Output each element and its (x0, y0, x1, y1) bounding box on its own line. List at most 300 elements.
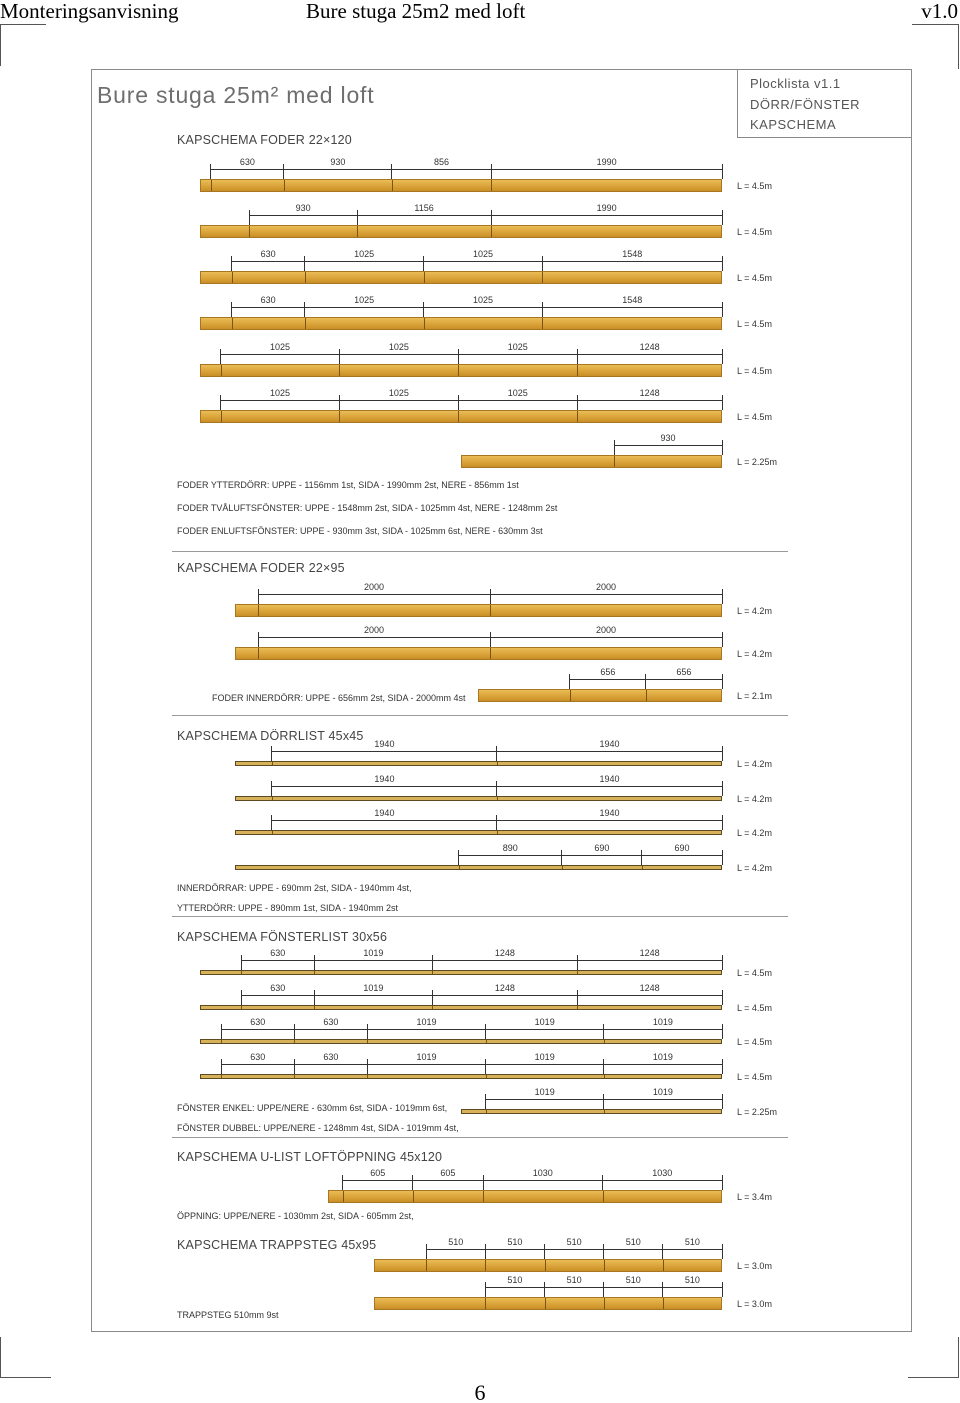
dimension-tick (577, 955, 578, 970)
dimension-tick (231, 256, 232, 271)
dimension-tick (722, 164, 723, 179)
board-joint (663, 1298, 664, 1309)
board-joint (490, 605, 491, 616)
dimension-tick (722, 632, 723, 647)
board-joint (221, 1075, 222, 1078)
board-length-label: L = 4.5m (737, 272, 772, 283)
dimension-tick (412, 1175, 413, 1190)
dimension-label: 930 (330, 157, 346, 167)
dimension-tick (483, 1175, 484, 1190)
dimension-label: 630 (323, 1052, 339, 1062)
board-joint (314, 1006, 315, 1009)
board-joint (221, 1040, 222, 1043)
dimension-label: 1990 (596, 157, 617, 167)
cut-note: INNERDÖRRAR: UPPE - 690mm 2st, SIDA - 1940mm 4st, (177, 883, 412, 893)
board-length-label: L = 4.5m (737, 1071, 772, 1082)
board (200, 1074, 722, 1079)
dimension-label: 1248 (639, 388, 660, 398)
section-heading: KAPSCHEMA FÖNSTERLIST 30x56 (177, 930, 388, 944)
dimension-tick (249, 210, 250, 225)
dimension-label: 2000 (595, 582, 617, 592)
dimension-tick (722, 1175, 723, 1190)
section-heading: KAPSCHEMA DÖRRLIST 45x45 (177, 729, 364, 743)
board-joint (339, 365, 340, 376)
dimension-label: 1940 (374, 739, 395, 749)
board-length-label: L = 4.5m (737, 967, 772, 978)
dimension-label: 630 (260, 249, 276, 259)
dimension-tick (491, 164, 492, 179)
board-joint (272, 797, 273, 800)
board-length-label: L = 4.5m (737, 180, 772, 191)
section-heading: KAPSCHEMA TRAPPSTEG 45x95 (177, 1238, 377, 1252)
dimension-tick (722, 349, 723, 364)
dimension-tick (722, 1024, 723, 1039)
dimension-label: 510 (684, 1275, 700, 1285)
dimension-line (249, 215, 722, 216)
dimension-tick (603, 1244, 604, 1259)
dimension-label: 930 (660, 433, 676, 443)
dimension-tick (722, 1282, 723, 1297)
dimension-tick (577, 349, 578, 364)
dimension-tick (241, 990, 242, 1005)
section-heading: KAPSCHEMA U-LIST LOFTÖPPNING 45x120 (177, 1150, 443, 1164)
dimension-line (221, 1029, 722, 1030)
dimension-tick (304, 256, 305, 271)
board-joint (486, 1110, 487, 1113)
board-length-label: L = 4.2m (737, 758, 772, 769)
section-divider (172, 715, 788, 716)
dimension-tick (603, 1094, 604, 1109)
dimension-label: 2000 (363, 625, 385, 635)
header-document-type: Monteringsanvisning (0, 0, 179, 23)
board-length-label: L = 4.2m (737, 648, 772, 659)
dimension-tick (458, 395, 459, 410)
dimension-tick (339, 395, 340, 410)
dimension-label: 1940 (599, 739, 620, 749)
dimension-label: 1019 (534, 1017, 555, 1027)
board-length-label: L = 3.4m (737, 1191, 772, 1202)
dimension-label: 1025 (354, 295, 375, 305)
board-length-label: L = 4.5m (737, 318, 772, 329)
cut-note: YTTERDÖRR: UPPE - 890mm 1st, SIDA - 1940mm 2st (177, 903, 399, 913)
dimension-label: 510 (507, 1275, 523, 1285)
board-length-label: L = 4.2m (737, 827, 772, 838)
board (200, 179, 722, 192)
board (461, 455, 722, 468)
board-joint (294, 1040, 295, 1043)
dimension-label: 1025 (507, 388, 528, 398)
dimension-line (221, 354, 722, 355)
dimension-tick (577, 395, 578, 410)
dimension-label: 2000 (363, 582, 385, 592)
cut-note: ÖPPNING: UPPE/NERE - 1030mm 2st, SIDA - 605mm 2st, (177, 1211, 414, 1221)
dimension-tick (367, 1059, 368, 1074)
dimension-tick (258, 632, 259, 647)
dimension-label: 1548 (622, 249, 643, 259)
board-joint (241, 1006, 242, 1009)
dimension-tick (391, 164, 392, 179)
dimension-tick (496, 815, 497, 830)
board-joint (604, 1298, 605, 1309)
dimension-line (459, 855, 722, 856)
board-joint (663, 1260, 664, 1271)
dimension-label: 690 (674, 843, 690, 853)
board (200, 271, 722, 284)
board-joint (603, 1191, 604, 1202)
dimension-tick (426, 1244, 427, 1259)
dimension-tick (485, 1244, 486, 1259)
dimension-tick (271, 781, 272, 796)
dimension-tick (603, 1059, 604, 1074)
board-joint (392, 180, 393, 191)
board-joint (497, 831, 498, 834)
drawing-title: Bure stuga 25m² med loft (97, 82, 375, 108)
dimension-label: 890 (502, 843, 518, 853)
board-joint (483, 1191, 484, 1202)
dimension-tick (496, 781, 497, 796)
dimension-label: 630 (270, 983, 286, 993)
board-joint (542, 318, 543, 329)
board-joint (367, 1040, 368, 1043)
dimension-label: 1025 (507, 342, 528, 352)
board-joint (294, 1075, 295, 1078)
dimension-tick (722, 440, 723, 455)
dimension-label: 605 (370, 1168, 386, 1178)
dimension-label: 510 (566, 1275, 582, 1285)
board-joint (491, 180, 492, 191)
board-joint (432, 971, 433, 974)
dimension-tick (722, 302, 723, 317)
board (478, 689, 722, 702)
dimension-label: 1025 (354, 249, 375, 259)
dimension-tick (367, 1024, 368, 1039)
section-heading: KAPSCHEMA FODER 22×120 (177, 133, 352, 147)
dimension-tick (432, 990, 433, 1005)
board-length-label: L = 4.2m (737, 793, 772, 804)
dimension-tick (641, 850, 642, 865)
board (235, 761, 722, 766)
board-joint (221, 411, 222, 422)
board-joint (604, 1110, 605, 1113)
board-joint (272, 831, 273, 834)
dimension-tick (485, 1282, 486, 1297)
dimension-label: 1019 (416, 1017, 437, 1027)
dimension-label: 1990 (596, 203, 617, 213)
dimension-tick (490, 589, 491, 604)
dimension-label: 1940 (599, 774, 620, 784)
dimension-tick (722, 1094, 723, 1109)
section-heading: KAPSCHEMA FODER 22×95 (177, 561, 345, 575)
board (200, 364, 722, 377)
board (235, 647, 722, 660)
dimension-tick (271, 746, 272, 761)
dimension-tick (241, 955, 242, 970)
dimension-tick (722, 1059, 723, 1074)
board-joint (458, 365, 459, 376)
dimension-label: 630 (239, 157, 255, 167)
dimension-label: 510 (625, 1237, 641, 1247)
dimension-label: 1019 (534, 1052, 555, 1062)
board (235, 830, 722, 835)
dimension-label: 510 (625, 1275, 641, 1285)
dimension-label: 1030 (532, 1168, 553, 1178)
dimension-tick (542, 302, 543, 317)
dimension-label: 1940 (374, 774, 395, 784)
dimension-tick (603, 1282, 604, 1297)
board-joint (642, 866, 643, 869)
board-joint (577, 365, 578, 376)
dimension-label: 930 (295, 203, 311, 213)
dimension-label: 510 (684, 1237, 700, 1247)
dimension-tick (614, 440, 615, 455)
board-joint (424, 272, 425, 283)
board-joint (343, 1191, 344, 1202)
board (200, 1039, 722, 1044)
dimension-label: 630 (323, 1017, 339, 1027)
dimension-label: 1019 (652, 1052, 673, 1062)
board-joint (432, 1006, 433, 1009)
cut-note: FÖNSTER ENKEL: UPPE/NERE - 630mm 6st, SIDA - 1019mm 6st, (177, 1103, 448, 1113)
dimension-label: 1025 (269, 342, 290, 352)
dimension-label: 1019 (652, 1087, 673, 1097)
board-joint (485, 1298, 486, 1309)
dimension-label: 1248 (494, 983, 515, 993)
board-joint (459, 866, 460, 869)
board-length-label: L = 2.25m (737, 1106, 777, 1117)
plocklista-category: DÖRR/FÖNSTER (750, 97, 860, 112)
board-joint (570, 690, 571, 701)
board-joint (486, 1075, 487, 1078)
board-joint (542, 272, 543, 283)
dimension-label: 1025 (388, 388, 409, 398)
dimension-tick (722, 210, 723, 225)
dimension-label: 856 (433, 157, 450, 167)
dimension-label: 1019 (534, 1087, 555, 1097)
dimension-line (614, 445, 722, 446)
dimension-tick (569, 674, 570, 689)
dimension-label: 1025 (472, 249, 493, 259)
board (200, 225, 722, 238)
board-joint (577, 1006, 578, 1009)
cut-note: FODER INNERDÖRR: UPPE - 656mm 2st, SIDA - 2000mm 4st (212, 693, 466, 703)
cut-note: FÖNSTER DUBBEL: UPPE/NERE - 1248mm 4st, SIDA - 1019mm 4st, (177, 1123, 459, 1133)
dimension-tick (314, 955, 315, 970)
board (200, 317, 722, 330)
dimension-tick (339, 349, 340, 364)
dimension-tick (722, 781, 723, 796)
dimension-line (221, 400, 722, 401)
dimension-label: 656 (676, 667, 692, 677)
dimension-label: 630 (250, 1052, 266, 1062)
dimension-label: 510 (448, 1237, 464, 1247)
board (328, 1190, 722, 1203)
dimension-tick (722, 1244, 723, 1259)
dimension-tick (722, 674, 723, 689)
board-joint (258, 648, 259, 659)
board-length-label: L = 2.25m (737, 456, 777, 467)
dimension-label: 510 (566, 1237, 582, 1247)
board-length-label: L = 4.2m (737, 862, 772, 873)
dimension-tick (722, 589, 723, 604)
dimension-label: 1025 (388, 342, 409, 352)
cut-note: FODER YTTERDÖRR: UPPE - 1156mm 1st, SIDA - 1990mm 2st, NERE - 856mm 1st (177, 480, 519, 490)
board-joint (249, 226, 250, 237)
dimension-tick (342, 1175, 343, 1190)
dimension-tick (496, 746, 497, 761)
board-joint (339, 411, 340, 422)
dimension-tick (304, 302, 305, 317)
dimension-tick (283, 164, 284, 179)
dimension-label: 1248 (639, 983, 660, 993)
dimension-label: 1025 (269, 388, 290, 398)
board-joint (458, 411, 459, 422)
dimension-tick (357, 210, 358, 225)
plocklista-type: KAPSCHEMA (750, 117, 837, 132)
board-length-label: L = 3.0m (737, 1260, 772, 1271)
dimension-tick (221, 1024, 222, 1039)
dimension-label: 1019 (363, 983, 384, 993)
dimension-tick (544, 1282, 545, 1297)
dimension-tick (258, 589, 259, 604)
dimension-tick (210, 164, 211, 179)
dimension-label: 630 (260, 295, 276, 305)
dimension-tick (722, 395, 723, 410)
dimension-tick (423, 302, 424, 317)
board-length-label: L = 4.5m (737, 411, 772, 422)
board (200, 410, 722, 423)
dimension-tick (602, 1175, 603, 1190)
header-version: v1.0 (921, 0, 958, 23)
dimension-tick (722, 850, 723, 865)
dimension-tick (491, 210, 492, 225)
board-joint (284, 180, 285, 191)
board-joint (305, 318, 306, 329)
dimension-line (343, 1180, 722, 1181)
dimension-tick (603, 1024, 604, 1039)
dimension-label: 1940 (374, 808, 395, 818)
board-joint (241, 971, 242, 974)
dimension-tick (577, 990, 578, 1005)
board-joint (221, 365, 222, 376)
cut-note: TRAPPSTEG 510mm 9st (177, 1310, 279, 1320)
board-joint (258, 605, 259, 616)
dimension-label: 605 (440, 1168, 456, 1178)
board-joint (646, 690, 647, 701)
dimension-label: 656 (600, 667, 616, 677)
board-joint (314, 971, 315, 974)
dimension-label: 1156 (414, 203, 434, 213)
board-joint (485, 1260, 486, 1271)
dimension-tick (645, 674, 646, 689)
board-joint (604, 1075, 605, 1078)
board-joint (491, 226, 492, 237)
section-divider (172, 1137, 788, 1138)
dimension-label: 630 (270, 948, 286, 958)
dimension-tick (722, 256, 723, 271)
board-joint (232, 272, 233, 283)
section-divider (172, 551, 788, 552)
dimension-label: 1019 (416, 1052, 437, 1062)
board (200, 1005, 722, 1010)
board-length-label: L = 4.5m (737, 226, 772, 237)
board (200, 970, 722, 975)
dimension-tick (458, 850, 459, 865)
board-joint (577, 971, 578, 974)
dimension-tick (485, 1024, 486, 1039)
dimension-tick (314, 990, 315, 1005)
page-number: 6 (474, 1380, 486, 1403)
board-joint (545, 1298, 546, 1309)
dimension-tick (490, 632, 491, 647)
board-joint (424, 318, 425, 329)
dimension-tick (542, 256, 543, 271)
board-joint (367, 1075, 368, 1078)
dimension-tick (231, 302, 232, 317)
dimension-tick (458, 349, 459, 364)
dimension-tick (221, 1059, 222, 1074)
cut-note: FODER TVÅLUFTSFÖNSTER: UPPE - 1548mm 2st, SIDA - 1025mm 4st, NERE - 1248mm 2st (177, 503, 558, 513)
dimension-label: 1248 (639, 342, 660, 352)
board-joint (497, 797, 498, 800)
board-length-label: L = 4.5m (737, 365, 772, 376)
cut-note: FODER ENLUFTSFÖNSTER: UPPE - 930mm 3st, SIDA - 1025mm 6st, NERE - 630mm 3st (177, 526, 543, 536)
section-divider (172, 916, 788, 917)
board-joint (413, 1191, 414, 1202)
dimension-tick (271, 815, 272, 830)
dimension-tick (722, 990, 723, 1005)
header-document-title: Bure stuga 25m2 med loft (306, 0, 526, 23)
board-joint (497, 762, 498, 765)
dimension-label: 1248 (639, 948, 660, 958)
dimension-label: 1030 (652, 1168, 673, 1178)
dimension-tick (294, 1024, 295, 1039)
dimension-line (426, 1249, 722, 1250)
dimension-tick (485, 1059, 486, 1074)
board-joint (562, 866, 563, 869)
dimension-tick (662, 1282, 663, 1297)
board-joint (426, 1260, 427, 1271)
dimension-tick (423, 256, 424, 271)
dimension-label: 510 (507, 1237, 523, 1247)
board-joint (211, 180, 212, 191)
dimension-tick (722, 815, 723, 830)
board-joint (604, 1040, 605, 1043)
dimension-tick (220, 395, 221, 410)
dimension-label: 1019 (363, 948, 384, 958)
dimension-tick (544, 1244, 545, 1259)
dimension-label: 690 (594, 843, 610, 853)
dimension-tick (485, 1094, 486, 1109)
board-length-label: L = 4.2m (737, 605, 772, 616)
board-joint (614, 456, 615, 467)
board-joint (604, 1260, 605, 1271)
board-length-label: L = 4.5m (737, 1036, 772, 1047)
board (235, 604, 722, 617)
dimension-label: 1940 (599, 808, 620, 818)
board (235, 796, 722, 801)
board-joint (232, 318, 233, 329)
board-length-label: L = 3.0m (737, 1298, 772, 1309)
board-joint (577, 411, 578, 422)
dimension-tick (561, 850, 562, 865)
board-length-label: L = 4.5m (737, 1002, 772, 1013)
board-length-label: L = 2.1m (737, 690, 772, 701)
dimension-label: 1548 (622, 295, 643, 305)
dimension-tick (432, 955, 433, 970)
dimension-tick (294, 1059, 295, 1074)
board-joint (490, 648, 491, 659)
dimension-tick (722, 955, 723, 970)
